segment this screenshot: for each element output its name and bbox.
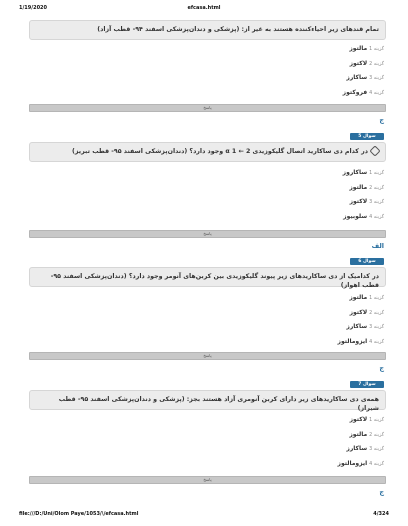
header-title: efcasa.html (187, 5, 221, 11)
show-answer-button[interactable]: پاسخ (29, 476, 386, 484)
answer-letter: ج (379, 116, 384, 124)
option-text: سلوبیوز (343, 212, 368, 220)
question-text (36, 272, 379, 290)
question-text (36, 147, 379, 156)
option-text: ساکاروز (342, 169, 368, 176)
option-text: ساکارز (346, 323, 368, 330)
question-box (29, 20, 386, 40)
option-prefix: گزینه 3 (369, 200, 384, 205)
option-prefix: گزینه 4 (369, 214, 384, 220)
question-box (29, 390, 386, 410)
option-text: مالتوز (349, 294, 368, 301)
option-prefix: گزینه 2 (369, 310, 384, 316)
option-prefix: گزینه 4 (369, 90, 384, 96)
option-text: ساکارز (346, 74, 368, 81)
option-prefix: گزینه 3 (369, 447, 384, 452)
option-prefix: گزینه 3 (369, 76, 384, 81)
question-text-label: تمام قندهای زیر احیاءکننده هستند به غیر از: (پزشکی و دندان‌پزشکی اسفند ۹۴- قطب آزاد) (97, 26, 379, 33)
question-number-badge: سوال 7 (350, 381, 384, 388)
show-answer-button[interactable]: پاسخ (29, 352, 386, 360)
option-2[interactable] (184, 430, 384, 439)
page-footer (0, 509, 408, 519)
option-1[interactable] (184, 293, 384, 302)
option-text: ایزومالتوز (337, 459, 368, 467)
option-3[interactable] (184, 322, 384, 331)
option-3[interactable] (184, 73, 384, 82)
option-1[interactable] (184, 44, 384, 53)
question-box (29, 142, 386, 162)
option-3[interactable] (184, 444, 384, 453)
question-text (36, 25, 379, 34)
option-1[interactable] (184, 168, 384, 177)
option-prefix: گزینه 1 (369, 47, 384, 52)
option-prefix: گزینه 4 (369, 339, 384, 345)
answer-letter: ج (379, 488, 384, 496)
question-box (29, 267, 386, 287)
option-text: مالتوز (349, 45, 368, 52)
option-4[interactable] (184, 337, 384, 346)
option-prefix: گزینه 1 (369, 296, 384, 301)
question-number-badge: سوال 5 (350, 133, 384, 140)
option-text: ساکارز (346, 445, 368, 452)
option-prefix: گزینه 1 (369, 418, 384, 423)
option-text: مالتوز (349, 430, 368, 438)
option-prefix: گزینه 4 (369, 461, 384, 467)
option-1[interactable] (184, 415, 384, 424)
option-text: فروکتوز (342, 88, 368, 96)
option-prefix: گزینه 2 (369, 185, 384, 191)
option-3[interactable] (184, 197, 384, 206)
option-prefix: گزینه 3 (369, 325, 384, 330)
answer-letter: الف (371, 242, 384, 250)
option-2[interactable] (184, 308, 384, 317)
header-date: 1/19/2020 (19, 5, 48, 11)
question-number-badge: سوال 6 (350, 258, 384, 265)
option-prefix: گزینه 2 (369, 61, 384, 67)
question-text-label: در کدام دی ساکارید اتصال گلیکوزیدی 2 ← 1 α وجود دارد؟ (دندان‌پزشکی اسفند ۹۵- قطب تبریز) (71, 148, 368, 155)
option-text: مالتوز (349, 183, 368, 191)
show-answer-button[interactable]: پاسخ (29, 230, 386, 238)
option-text: لاکتوز (349, 416, 368, 423)
option-prefix: گزینه 2 (369, 432, 384, 438)
footer-page-number: 4/324 (373, 511, 389, 517)
option-4[interactable] (184, 459, 384, 468)
page-header (0, 3, 408, 13)
option-text: لاکتوز (349, 59, 368, 67)
option-2[interactable] (184, 183, 384, 192)
show-answer-button[interactable]: پاسخ (29, 104, 386, 112)
question-text-label: در کدامیک از دی ساکاریدهای زیر پیوند گلیکوزیدی بین کربن‌های آنومر وجود دارد؟ (دندان‌پزشکی اسفند ۹۵- قطب اهواز) (50, 273, 379, 289)
option-4[interactable] (184, 212, 384, 221)
question-text (36, 395, 379, 413)
option-2[interactable] (184, 59, 384, 68)
option-text: لاکتوز (349, 308, 368, 316)
footer-path: file:///D:/Uni/Olom Paye/1053/\/efcasa.html (19, 511, 139, 517)
answer-letter: ج (379, 364, 384, 372)
option-text: ایزومالتوز (337, 337, 368, 345)
option-text: لاکتوز (349, 198, 368, 205)
option-4[interactable] (184, 88, 384, 97)
question-text-label: همه‌ی دی ساکاریدهای زیر دارای کربن آنومری آزاد هستند بجز: (پزشکی و دندان‌پزشکی اسفند ۹۵- قطب شیراز) (58, 396, 379, 412)
question-marker-icon (369, 145, 380, 156)
option-prefix: گزینه 1 (369, 171, 384, 176)
